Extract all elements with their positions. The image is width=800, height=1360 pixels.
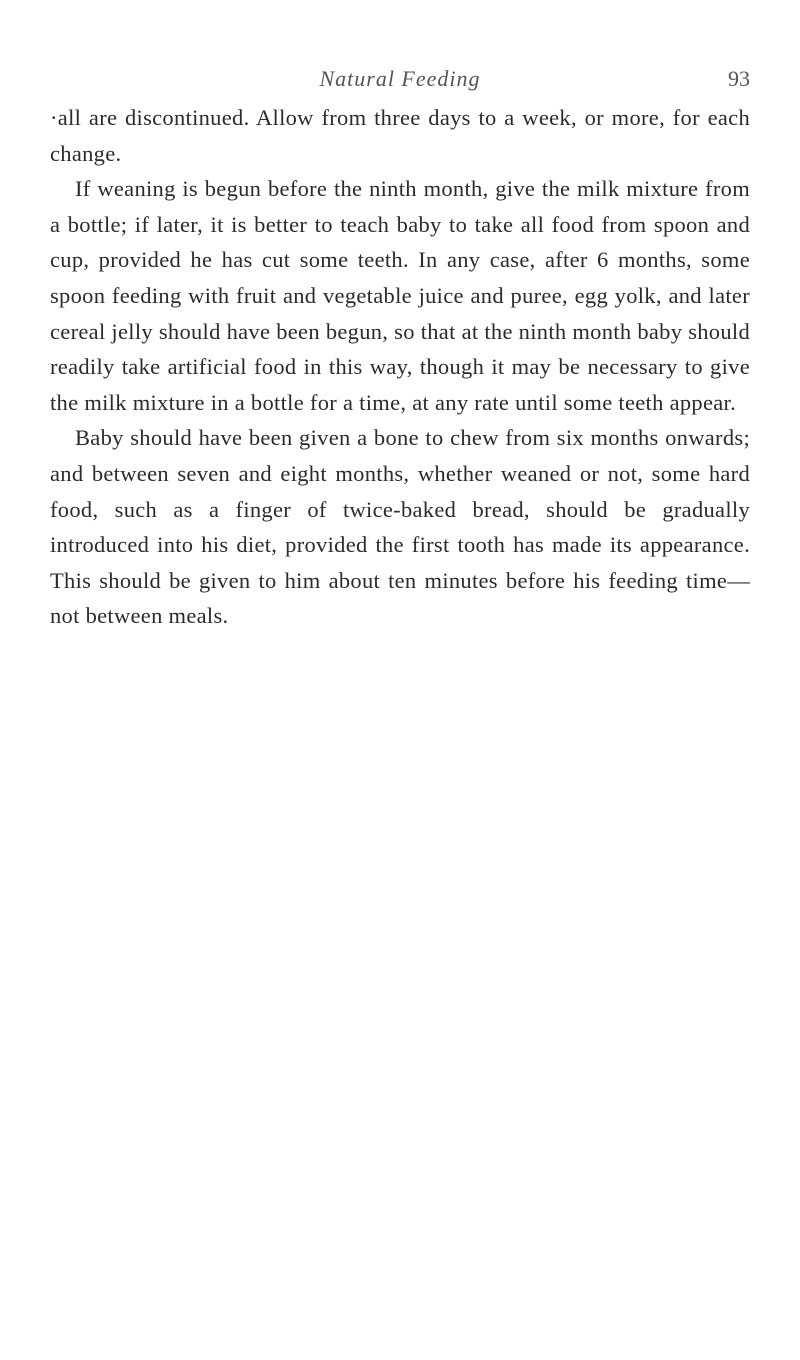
page-number: 93 [728, 66, 750, 91]
running-header [50, 60, 750, 100]
paragraph-2: If weaning is begun before the ninth month, give the milk mixture from a bottle; if later, it is better to teach baby to take all food from spoon and cup, provided he has cut some teeth. In any case, after 6 months, some spoon feeding with fruit and vegetable juice and puree, egg yolk, and later cereal jelly should have been begun, so that at the ninth month baby should readily take artificial food in this way, though it may be necessary to give the milk mixture in a bottle for a time, at any rate until some teeth appear. [50, 176, 750, 415]
running-title: Natural Feeding [319, 66, 481, 91]
book-page [50, 60, 750, 634]
body-text [50, 100, 750, 634]
paragraph-3: Baby should have been given a bone to chew from six months onwards; and between seven and eight months, whether weaned or not, some hard food, such as a finger of twice-baked bread, should be gradually introduced into his diet, provided the first tooth has made its appearance. This should be given to him about ten minutes before his feeding time—not between meals. [50, 425, 750, 629]
paragraph-1: ·all are discontinued. Allow from three days to a week, or more, for each change. [50, 105, 750, 166]
